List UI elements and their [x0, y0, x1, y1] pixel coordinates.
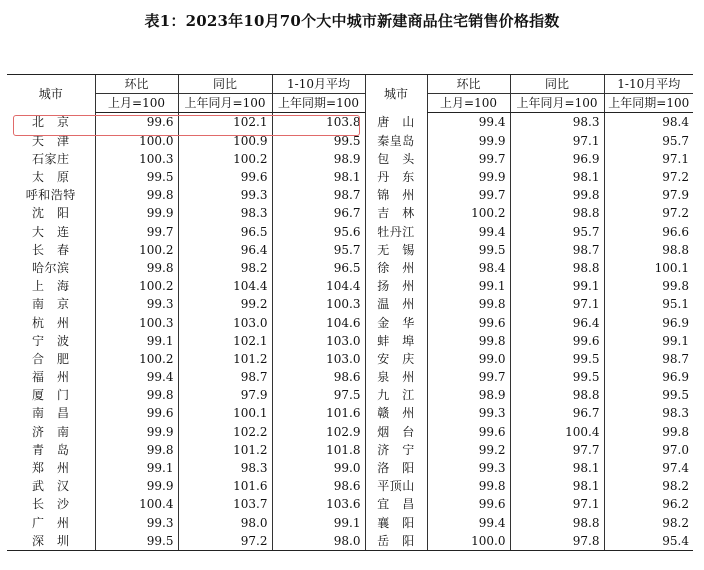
- left-avg-cell: 96.7: [272, 204, 365, 222]
- right-avg-cell: 99.8: [604, 423, 693, 441]
- left-avg-cell: 98.6: [272, 477, 365, 495]
- left-city-cell: 合 肥: [31, 351, 70, 366]
- right-yoy-cell: 95.7: [510, 223, 604, 241]
- right-mom-cell: 99.5: [427, 241, 510, 259]
- right-yoy-cell: 98.8: [510, 259, 604, 277]
- left-city-cell: 北 京: [31, 115, 70, 130]
- right-mom-cell: 98.4: [427, 259, 510, 277]
- table-row: [7, 223, 693, 241]
- right-yoy-cell: 99.6: [510, 332, 604, 350]
- header-mom-left: 环比: [95, 75, 178, 94]
- table-body: [7, 113, 693, 551]
- right-mom-cell: 99.4: [427, 113, 510, 132]
- right-yoy-cell: 96.9: [510, 150, 604, 168]
- right-mom-cell: 100.0: [427, 532, 510, 551]
- right-avg-cell: 96.2: [604, 495, 693, 513]
- left-avg-cell: 101.6: [272, 404, 365, 422]
- table-row: [7, 532, 693, 551]
- table-row: [7, 241, 693, 259]
- header-avg-left: 1-10月平均: [272, 75, 365, 94]
- right-yoy-cell: 99.8: [510, 186, 604, 204]
- left-city-cell: 广 州: [31, 515, 70, 530]
- right-yoy-cell: 98.1: [510, 477, 604, 495]
- left-city-cell: 福 州: [31, 370, 70, 385]
- left-avg-cell: 101.8: [272, 441, 365, 459]
- right-avg-cell: 95.4: [604, 532, 693, 551]
- right-city-cell: 无 锡: [365, 241, 427, 259]
- right-mom-cell: 99.3: [427, 459, 510, 477]
- left-avg-cell: 98.0: [272, 532, 365, 551]
- left-mom-cell: 99.6: [95, 404, 178, 422]
- left-avg-cell: 103.0: [272, 350, 365, 368]
- right-mom-cell: 99.4: [427, 223, 510, 241]
- left-mom-cell: 99.6: [95, 113, 178, 132]
- right-yoy-cell: 96.7: [510, 404, 604, 422]
- left-city-cell: 大 连: [31, 224, 70, 239]
- table-row: [7, 113, 693, 132]
- right-mom-cell: 99.9: [427, 168, 510, 186]
- right-avg-cell: 98.4: [604, 113, 693, 132]
- table-row: [7, 186, 693, 204]
- left-mom-cell: 99.5: [95, 168, 178, 186]
- table-row: [7, 168, 693, 186]
- right-city-cell: 唐 山: [365, 113, 427, 132]
- left-avg-cell: 104.4: [272, 277, 365, 295]
- left-mom-cell: 99.4: [95, 368, 178, 386]
- right-yoy-cell: 97.7: [510, 441, 604, 459]
- right-mom-cell: 99.1: [427, 277, 510, 295]
- left-avg-cell: 103.8: [272, 113, 365, 132]
- right-yoy-cell: 99.5: [510, 350, 604, 368]
- right-yoy-cell: 98.3: [510, 113, 604, 132]
- right-yoy-cell: 98.8: [510, 514, 604, 532]
- right-mom-cell: 99.2: [427, 441, 510, 459]
- left-avg-cell: 103.0: [272, 332, 365, 350]
- left-city-cell: 南 昌: [31, 406, 70, 421]
- table-title: 表1：2023年10月70个大中城市新建商品住宅销售价格指数: [144, 12, 560, 30]
- right-city-cell: 丹 东: [365, 168, 427, 186]
- header-avg-right: 1-10月平均: [604, 75, 693, 94]
- left-city-cell: 宁 波: [31, 333, 70, 348]
- right-avg-cell: 99.5: [604, 386, 693, 404]
- left-yoy-cell: 103.0: [178, 313, 272, 331]
- right-city-cell: 蚌 埠: [365, 332, 427, 350]
- left-yoy-cell: 101.2: [178, 350, 272, 368]
- right-mom-cell: 100.2: [427, 204, 510, 222]
- right-avg-cell: 98.8: [604, 241, 693, 259]
- header-mom-base-right: 上月=100: [427, 94, 510, 113]
- right-mom-cell: 99.0: [427, 350, 510, 368]
- right-mom-cell: 99.7: [427, 186, 510, 204]
- left-mom-cell: 99.3: [95, 514, 178, 532]
- right-city-cell: 平顶山: [365, 477, 427, 495]
- left-city-cell: 武 汉: [31, 479, 70, 494]
- left-city-cell: 杭 州: [31, 315, 70, 330]
- left-city-cell: 郑 州: [31, 461, 70, 476]
- left-yoy-cell: 98.3: [178, 459, 272, 477]
- right-mom-cell: 99.4: [427, 514, 510, 532]
- left-mom-cell: 99.8: [95, 441, 178, 459]
- left-mom-cell: 99.3: [95, 295, 178, 313]
- right-city-cell: 徐 州: [365, 259, 427, 277]
- left-avg-cell: 98.6: [272, 368, 365, 386]
- left-avg-cell: 96.5: [272, 259, 365, 277]
- header-yoy-base-left: 上年同月=100: [178, 94, 272, 113]
- left-avg-cell: 102.9: [272, 423, 365, 441]
- right-city-cell: 安 庆: [365, 350, 427, 368]
- right-avg-cell: 100.1: [604, 259, 693, 277]
- right-city-cell: 洛 阳: [365, 459, 427, 477]
- right-city-cell: 泉 州: [365, 368, 427, 386]
- right-yoy-cell: 97.8: [510, 532, 604, 551]
- right-mom-cell: 99.6: [427, 313, 510, 331]
- left-yoy-cell: 96.4: [178, 241, 272, 259]
- right-city-cell: 牡丹江: [365, 223, 427, 241]
- right-city-cell: 温 州: [365, 295, 427, 313]
- right-yoy-cell: 98.1: [510, 168, 604, 186]
- left-avg-cell: 103.6: [272, 495, 365, 513]
- left-avg-cell: 98.9: [272, 150, 365, 168]
- right-city-cell: 烟 台: [365, 423, 427, 441]
- left-city-cell: 深 圳: [7, 532, 95, 551]
- right-avg-cell: 95.1: [604, 295, 693, 313]
- right-yoy-cell: 97.1: [510, 132, 604, 150]
- left-yoy-cell: 98.2: [178, 259, 272, 277]
- header-mom-right: 环比: [427, 75, 510, 94]
- right-city-cell: 扬 州: [365, 277, 427, 295]
- left-yoy-cell: 102.1: [178, 332, 272, 350]
- right-mom-cell: 99.7: [427, 150, 510, 168]
- left-yoy-cell: 99.3: [178, 186, 272, 204]
- right-city-cell: 襄 阳: [365, 514, 427, 532]
- table-row: [7, 132, 693, 150]
- header-yoy-left: 同比: [178, 75, 272, 94]
- table-row: [7, 514, 693, 532]
- left-city-cell: 呼和浩特: [25, 188, 76, 203]
- header-mom-base-left: 上月=100: [95, 94, 178, 113]
- table-row: [7, 477, 693, 495]
- right-mom-cell: 99.8: [427, 295, 510, 313]
- left-avg-cell: 95.6: [272, 223, 365, 241]
- table-row: [7, 423, 693, 441]
- right-avg-cell: 95.7: [604, 132, 693, 150]
- table-row: [7, 368, 693, 386]
- left-yoy-cell: 102.1: [178, 113, 272, 132]
- left-city-cell: 哈尔滨: [31, 260, 70, 275]
- left-yoy-cell: 98.0: [178, 514, 272, 532]
- left-city-cell: 石家庄: [31, 151, 70, 166]
- left-avg-cell: 99.5: [272, 132, 365, 150]
- right-yoy-cell: 97.1: [510, 495, 604, 513]
- right-yoy-cell: 97.1: [510, 295, 604, 313]
- left-city-cell: 济 南: [31, 424, 70, 439]
- table-row: [7, 404, 693, 422]
- right-avg-cell: 99.1: [604, 332, 693, 350]
- left-yoy-cell: 104.4: [178, 277, 272, 295]
- header-city-right: 城市: [365, 75, 427, 113]
- table-row: [7, 150, 693, 168]
- left-city-cell: 沈 阳: [31, 206, 70, 221]
- right-mom-cell: 98.9: [427, 386, 510, 404]
- right-yoy-cell: 99.1: [510, 277, 604, 295]
- right-avg-cell: 98.3: [604, 404, 693, 422]
- right-city-cell: 岳 阳: [365, 532, 427, 551]
- left-mom-cell: 99.8: [95, 186, 178, 204]
- right-avg-cell: 97.4: [604, 459, 693, 477]
- right-mom-cell: 99.7: [427, 368, 510, 386]
- header-avg-base-left: 上年同期=100: [272, 94, 365, 113]
- left-mom-cell: 100.2: [95, 350, 178, 368]
- right-avg-cell: 99.8: [604, 277, 693, 295]
- left-avg-cell: 100.3: [272, 295, 365, 313]
- left-mom-cell: 99.9: [95, 477, 178, 495]
- right-mom-cell: 99.6: [427, 495, 510, 513]
- right-yoy-cell: 100.4: [510, 423, 604, 441]
- right-city-cell: 包 头: [365, 150, 427, 168]
- table-row: [7, 295, 693, 313]
- left-city-cell: 天 津: [31, 133, 70, 148]
- left-avg-cell: 104.6: [272, 313, 365, 331]
- price-index-table: [7, 74, 693, 551]
- left-mom-cell: 100.3: [95, 150, 178, 168]
- table-row: [7, 204, 693, 222]
- table-row: [7, 332, 693, 350]
- left-yoy-cell: 100.1: [178, 404, 272, 422]
- left-mom-cell: 100.0: [95, 132, 178, 150]
- table-row: [7, 313, 693, 331]
- left-avg-cell: 98.1: [272, 168, 365, 186]
- table-row: [7, 495, 693, 513]
- right-avg-cell: 96.6: [604, 223, 693, 241]
- left-city-cell: 厦 门: [31, 388, 70, 403]
- table-row: [7, 277, 693, 295]
- left-mom-cell: 99.8: [95, 386, 178, 404]
- left-mom-cell: 99.9: [95, 204, 178, 222]
- left-yoy-cell: 98.3: [178, 204, 272, 222]
- right-city-cell: 九 江: [365, 386, 427, 404]
- header-yoy-right: 同比: [510, 75, 604, 94]
- table-row: [7, 386, 693, 404]
- right-avg-cell: 97.1: [604, 150, 693, 168]
- right-mom-cell: 99.8: [427, 332, 510, 350]
- left-yoy-cell: 97.2: [178, 532, 272, 551]
- left-mom-cell: 99.9: [95, 423, 178, 441]
- left-yoy-cell: 101.6: [178, 477, 272, 495]
- left-mom-cell: 99.7: [95, 223, 178, 241]
- left-yoy-cell: 102.2: [178, 423, 272, 441]
- left-mom-cell: 100.4: [95, 495, 178, 513]
- right-mom-cell: 99.3: [427, 404, 510, 422]
- table-row: [7, 259, 693, 277]
- left-avg-cell: 97.5: [272, 386, 365, 404]
- left-mom-cell: 100.3: [95, 313, 178, 331]
- table-row: [7, 441, 693, 459]
- header-city-left: 城市: [7, 75, 95, 113]
- left-mom-cell: 99.1: [95, 459, 178, 477]
- left-avg-cell: 98.7: [272, 186, 365, 204]
- left-mom-cell: 99.5: [95, 532, 178, 551]
- header-avg-base-right: 上年同期=100: [604, 94, 693, 113]
- left-yoy-cell: 101.2: [178, 441, 272, 459]
- right-yoy-cell: 98.1: [510, 459, 604, 477]
- left-yoy-cell: 100.9: [178, 132, 272, 150]
- right-avg-cell: 97.9: [604, 186, 693, 204]
- right-yoy-cell: 96.4: [510, 313, 604, 331]
- right-avg-cell: 97.2: [604, 168, 693, 186]
- left-yoy-cell: 103.7: [178, 495, 272, 513]
- right-city-cell: 宜 昌: [365, 495, 427, 513]
- right-yoy-cell: 98.8: [510, 386, 604, 404]
- right-avg-cell: 98.2: [604, 477, 693, 495]
- right-yoy-cell: 98.7: [510, 241, 604, 259]
- left-yoy-cell: 97.9: [178, 386, 272, 404]
- right-city-cell: 秦皇岛: [365, 132, 427, 150]
- right-city-cell: 金 华: [365, 313, 427, 331]
- left-mom-cell: 100.2: [95, 277, 178, 295]
- left-city-cell: 上 海: [31, 279, 70, 294]
- right-mom-cell: 99.6: [427, 423, 510, 441]
- left-city-cell: 长 沙: [31, 497, 70, 512]
- left-mom-cell: 99.8: [95, 259, 178, 277]
- right-avg-cell: 96.9: [604, 313, 693, 331]
- right-city-cell: 济 宁: [365, 441, 427, 459]
- left-avg-cell: 99.0: [272, 459, 365, 477]
- header-yoy-base-right: 上年同月=100: [510, 94, 604, 113]
- left-avg-cell: 99.1: [272, 514, 365, 532]
- left-mom-cell: 99.1: [95, 332, 178, 350]
- left-city-cell: 南 京: [31, 297, 70, 312]
- left-avg-cell: 95.7: [272, 241, 365, 259]
- right-city-cell: 赣 州: [365, 404, 427, 422]
- left-city-cell: 青 岛: [31, 442, 70, 457]
- right-avg-cell: 98.2: [604, 514, 693, 532]
- right-city-cell: 吉 林: [365, 204, 427, 222]
- left-yoy-cell: 96.5: [178, 223, 272, 241]
- table-row: [7, 459, 693, 477]
- right-avg-cell: 97.0: [604, 441, 693, 459]
- right-city-cell: 锦 州: [365, 186, 427, 204]
- left-yoy-cell: 99.2: [178, 295, 272, 313]
- right-avg-cell: 96.9: [604, 368, 693, 386]
- right-avg-cell: 97.2: [604, 204, 693, 222]
- left-yoy-cell: 100.2: [178, 150, 272, 168]
- right-yoy-cell: 99.5: [510, 368, 604, 386]
- right-yoy-cell: 98.8: [510, 204, 604, 222]
- left-city-cell: 长 春: [31, 242, 70, 257]
- right-avg-cell: 98.7: [604, 350, 693, 368]
- right-mom-cell: 99.8: [427, 477, 510, 495]
- left-mom-cell: 100.2: [95, 241, 178, 259]
- left-yoy-cell: 99.6: [178, 168, 272, 186]
- right-mom-cell: 99.9: [427, 132, 510, 150]
- table-row: [7, 350, 693, 368]
- left-yoy-cell: 98.7: [178, 368, 272, 386]
- left-city-cell: 太 原: [31, 170, 70, 185]
